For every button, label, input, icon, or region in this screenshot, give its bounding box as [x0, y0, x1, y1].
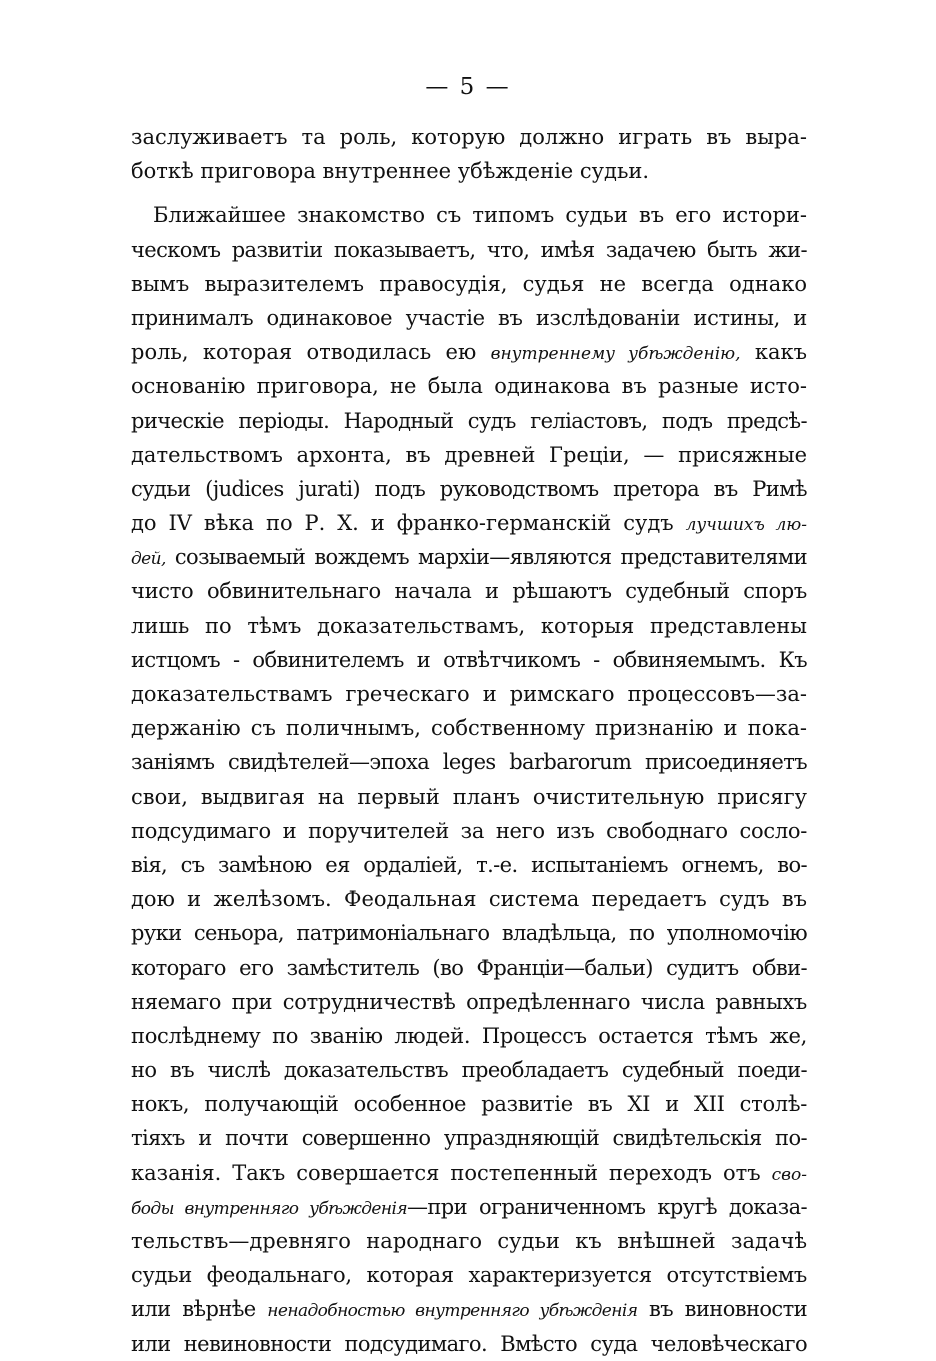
text-line: рическіе періоды. Народный судъ геліастовъ, подъ предсѣ- [131, 408, 807, 433]
text-line: но въ числѣ доказательствъ преобладаетъ судебный поеди- [131, 1058, 807, 1083]
text-run: въ виновности [649, 1297, 807, 1322]
italic-phrase: сво- [771, 1164, 807, 1185]
text-line: руки сеньора, патримоніальнаго владѣльца, по уполномочію [131, 921, 807, 946]
text-line: принималъ одинаковое участіе въ изслѣдованіи истины, и [131, 305, 807, 330]
text-run: роль, которая отводилась ею [131, 340, 477, 365]
text-line: истцомъ - обвинителемъ и отвѣтчикомъ - обвиняемымъ. Къ [131, 647, 807, 672]
text-line [131, 506, 807, 540]
text-run: —при ограниченномъ кругѣ доказа- [406, 1194, 807, 1219]
italic-phrase: боды внутренняго убѣжденія [131, 1198, 407, 1219]
text-line [131, 335, 807, 369]
italic-phrase: лучшихъ лю- [685, 515, 807, 536]
text-line: подсудимаго и поручителей за него изъ свободнаго сосло- [131, 818, 807, 843]
text-line: судьи (judices jurati) подъ руководствомъ претора въ Римѣ [131, 476, 807, 501]
text-run: или вѣрнѣе [131, 1297, 256, 1322]
text-line: чисто обвинительнаго начала и рѣшаютъ судебный споръ [131, 579, 807, 604]
text-line: заслуживаетъ та роль, которую должно играть въ выра- [131, 125, 807, 149]
text-line: лишь по тѣмъ доказательствамъ, которыя представлены [131, 613, 807, 638]
text-line: тіяхъ и почти совершенно упраздняющій свидѣтельскія по- [131, 1126, 807, 1151]
text-line [131, 1292, 807, 1326]
text-line: боткѣ приговора внутреннее убѣжденіе судьи. [131, 159, 650, 184]
italic-phrase: внутреннему убѣжденію, [490, 344, 741, 365]
paragraph-first-line: Ближайшее знакомство съ типомъ судьи въ его истори- [153, 203, 807, 228]
page-number: — 5 — [425, 74, 511, 100]
text-line: основанію приговора, не была одинакова въ разные исто- [131, 374, 807, 399]
text-line: тельствъ—древняго народнаго судьи къ внѣшней задачѣ [131, 1229, 807, 1253]
text-run: казанія. Такъ совершается постепенный переходъ отъ [131, 1160, 761, 1185]
text-line: заніямъ свидѣтелей—эпоха leges barbarorum присоединяетъ [131, 750, 807, 775]
text-line: дательствомъ архонта, въ древней Греціи, — присяжные [131, 442, 807, 467]
text-line [131, 1156, 807, 1190]
italic-phrase: ненадобностью внутренняго убѣжденія [267, 1301, 638, 1322]
text-line: котораго его замѣститель (во Франціи—бальи) судитъ обви- [131, 955, 807, 980]
text-run: созываемый вождемъ мархіи—являются представителями [174, 545, 808, 570]
text-line: няемаго при сотрудничествѣ опредѣленнаго числа равныхъ [131, 989, 807, 1014]
text-line [131, 1190, 807, 1224]
italic-phrase: дей, [131, 549, 166, 570]
text-run: до IV вѣка по Р. Х. и франко-германскій судъ [131, 511, 674, 536]
text-line: держанію съ поличнымъ, собственному признанію и пока- [131, 716, 807, 741]
text-line: судьи феодальнаго, которая характеризуется отсутствіемъ [131, 1263, 807, 1288]
text-line [131, 540, 807, 574]
text-line: дою и желѣзомъ. Феодальная система передаетъ судъ въ [131, 887, 807, 912]
text-run: какъ [754, 340, 807, 365]
text-line: ческомъ развитіи показываетъ, что, имѣя задачею быть жи- [131, 237, 807, 262]
text-line: нокъ, получающій особенное развитіе въ XI и XII столѣ- [131, 1092, 807, 1117]
text-line: вымъ выразителемъ правосудія, судья не всегда однако [131, 271, 807, 296]
body-text [131, 120, 807, 1361]
text-line: свои, выдвигая на первый планъ очистительную присягу [131, 784, 807, 809]
text-line: или невиновности подсудимаго. Вмѣсто суда человѣческаго [131, 1331, 807, 1356]
text-line: послѣднему по званію людей. Процессъ остается тѣмъ же, [131, 1023, 807, 1048]
text-line: доказательствамъ греческаго и римскаго процессовъ—за- [131, 682, 807, 706]
text-line: вія, съ замѣною ея ордаліей, т.-е. испытаніемъ огнемъ, во- [131, 852, 807, 877]
